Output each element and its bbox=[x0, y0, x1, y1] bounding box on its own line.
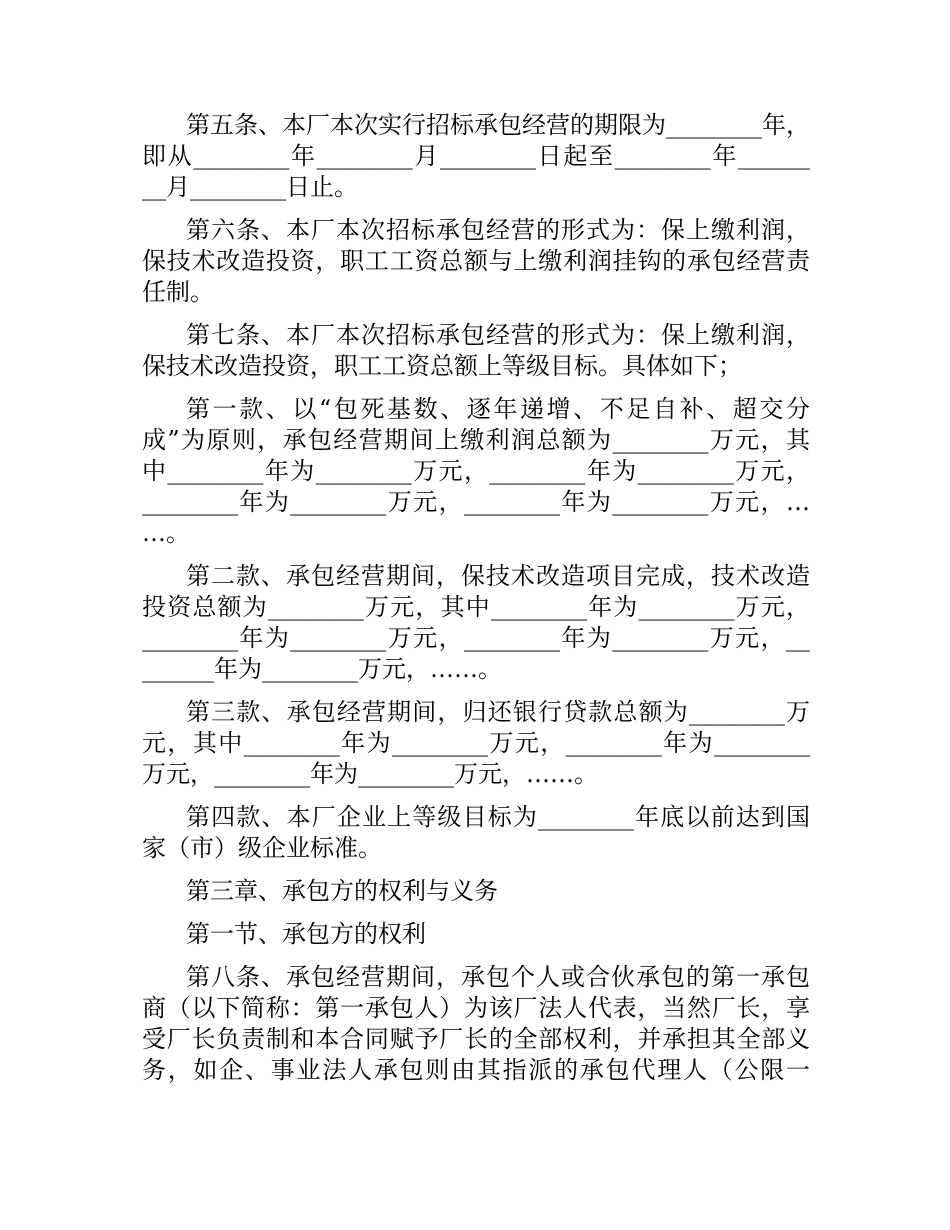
document-page bbox=[142, 110, 810, 1098]
text-line: __月________日止。 bbox=[142, 173, 358, 201]
article-6-paragraph bbox=[142, 215, 810, 308]
text-line: 家（市）级企业标准。 bbox=[142, 834, 382, 862]
text-line: 第八条、承包经营期间，承包个人或合伙承包的第一承包 bbox=[186, 963, 810, 991]
text-line: 保技术改造投资，职工工资总额上等级目标。具体如下； bbox=[142, 352, 742, 380]
text-line: …。 bbox=[142, 519, 190, 547]
section-1-heading bbox=[142, 919, 810, 950]
clause-1-paragraph bbox=[142, 394, 810, 549]
text-line: 投资总额为________万元，其中________年为________万元， bbox=[142, 593, 810, 621]
clause-2-paragraph bbox=[142, 561, 810, 685]
text-line: 第三款、承包经营期间，归还银行贷款总额为________万 bbox=[186, 698, 810, 726]
text-line: 中________年为________万元，________年为________万元， bbox=[142, 457, 810, 485]
text-line: 万元，________年为________万元，……。 bbox=[142, 760, 598, 788]
text-line: 任制。 bbox=[142, 278, 214, 306]
clause-4-paragraph bbox=[142, 802, 810, 864]
chapter-3-heading bbox=[142, 876, 810, 907]
text-line: 第三章、承包方的权利与义务 bbox=[186, 877, 498, 905]
text-line: 元，其中________年为________万元，________年为________ bbox=[142, 729, 810, 757]
text-line: 第一节、承包方的权利 bbox=[186, 920, 426, 948]
text-line: 务，如企、事业法人承包则由其指派的承包代理人（公限一 bbox=[142, 1056, 810, 1084]
text-line: 成”为原则，承包经营期间上缴利润总额为________万元，其 bbox=[142, 426, 810, 454]
text-line: 保技术改造投资，职工工资总额与上缴利润挂钩的承包经营责 bbox=[142, 247, 810, 275]
article-7-paragraph bbox=[142, 320, 810, 382]
article-8-paragraph bbox=[142, 962, 810, 1086]
text-line: 第二款、承包经营期间，保技术改造项目完成，技术改造 bbox=[186, 562, 810, 590]
text-line: 第四款、本厂企业上等级目标为________年底以前达到国 bbox=[186, 803, 810, 831]
text-line: 即从________年________月________日起至________年______ bbox=[142, 142, 810, 170]
article-5-paragraph bbox=[142, 110, 810, 203]
text-line: 第五条、本厂本次实行招标承包经营的期限为________年， bbox=[186, 111, 810, 139]
text-line: ______年为________万元，……。 bbox=[142, 655, 502, 683]
text-line: 商（以下简称：第一承包人）为该厂法人代表，当然厂长，享 bbox=[142, 994, 810, 1022]
text-line: 受厂长负责制和本合同赋予厂长的全部权利，并承担其全部义 bbox=[142, 1025, 810, 1053]
text-line: ________年为________万元，________年为________万元，… bbox=[142, 488, 810, 516]
text-line: 第六条、本厂本次招标承包经营的形式为：保上缴利润， bbox=[186, 216, 810, 244]
text-line: 第七条、本厂本次招标承包经营的形式为：保上缴利润， bbox=[186, 321, 810, 349]
text-line: 第一款、以“包死基数、逐年递增、不足自补、超交分 bbox=[186, 395, 810, 423]
text-line: ________年为________万元，________年为________万元，__ bbox=[142, 624, 810, 652]
clause-3-paragraph bbox=[142, 697, 810, 790]
